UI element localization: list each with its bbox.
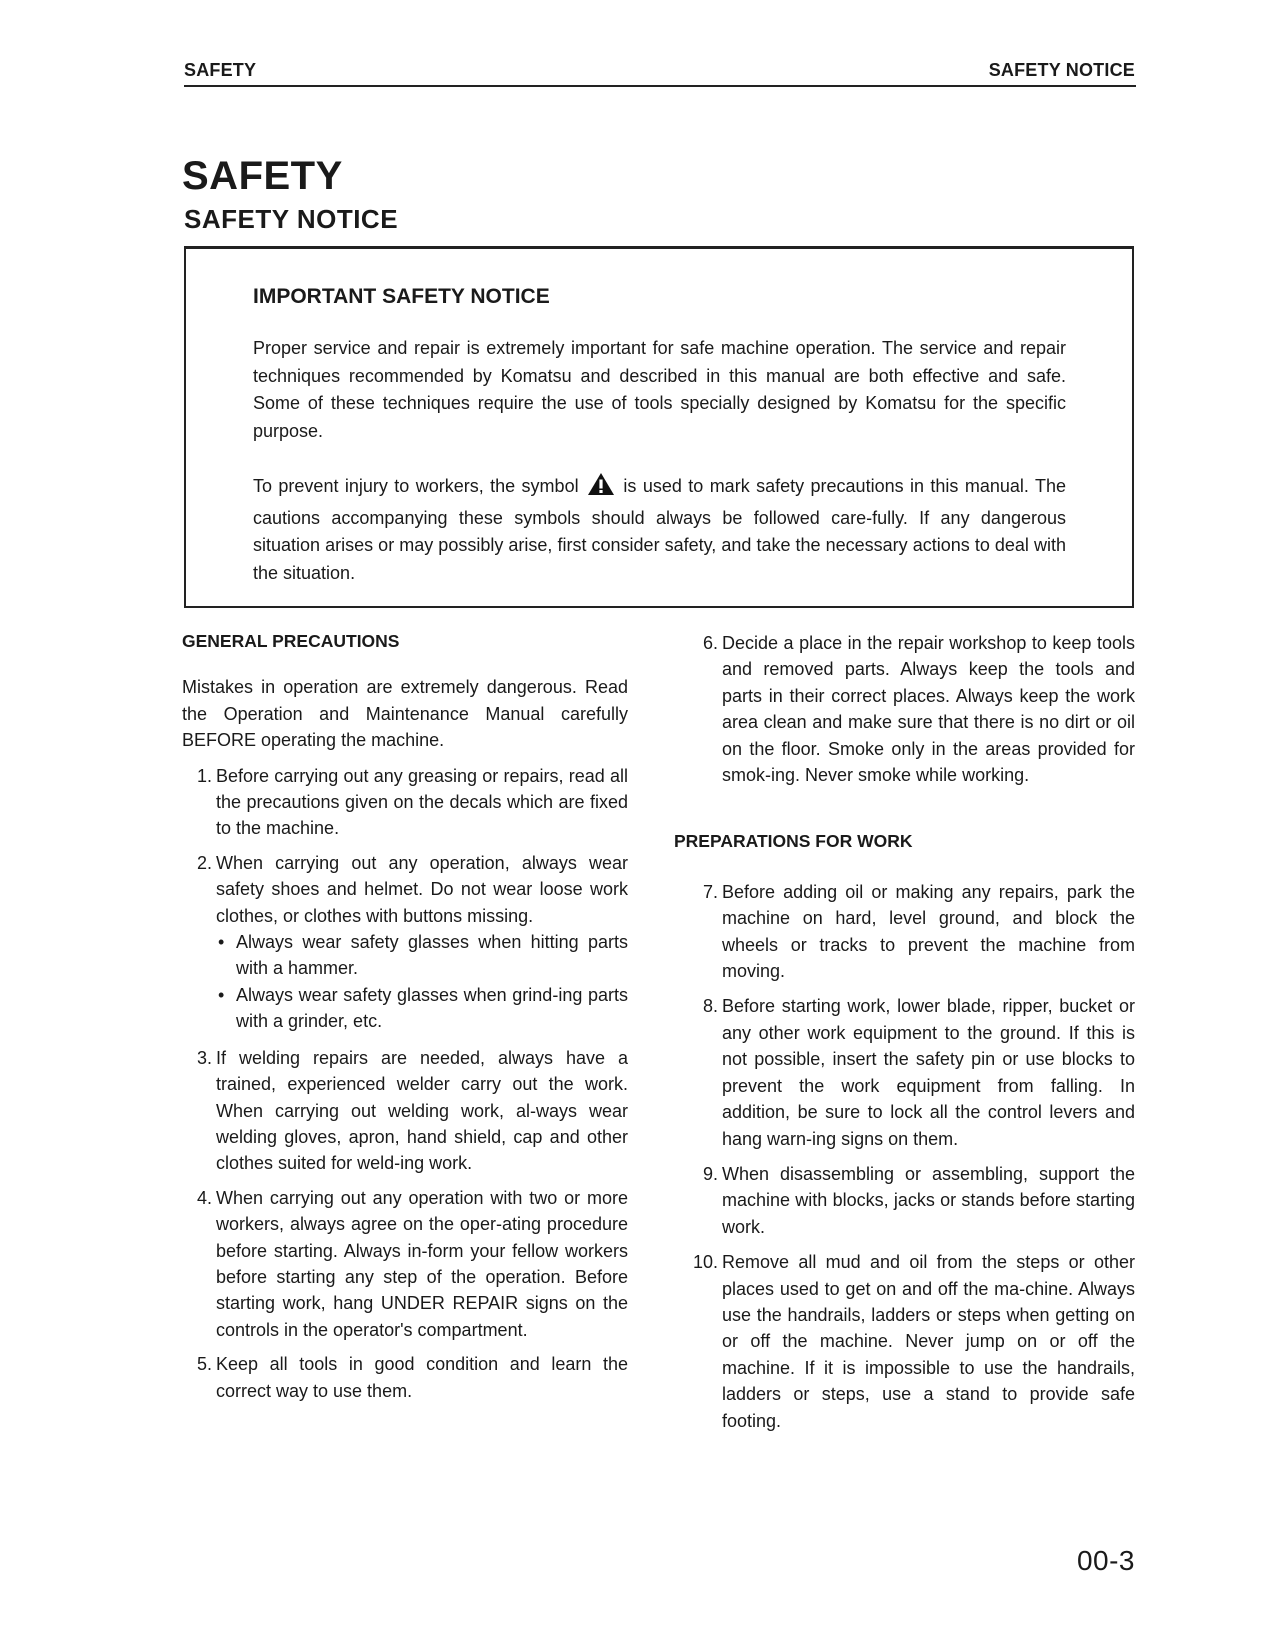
notice-paragraph-2 (253, 472, 1066, 587)
item-text: Before carrying out any greasing or repairs, read all the precautions given on the decals which are fixed to the machine. (216, 765, 628, 839)
header-rule (184, 85, 1136, 87)
item-number: 3. (196, 1047, 212, 1068)
notice-p2-end: is used to mark safety precautions in this manual. The cautions accompanying these symbols should always be followed care-fully. If any dangerous situation arises or may possibly arise, first consider safety, and take the necessary actions to deal with the situation. (253, 476, 1066, 583)
item-number: 9. (702, 1163, 718, 1184)
item-text: Before adding oil or making any repairs, park the machine on hard, level ground, and block the wheels or tracks to prevent the machine from moving. (722, 881, 1135, 982)
sub-item-text: Always wear safety glasses when hitting parts with a hammer. (236, 932, 628, 979)
list-item (182, 763, 628, 842)
item-number: 10. (692, 1252, 718, 1273)
sub-item (216, 929, 628, 982)
list-item (688, 1249, 1135, 1434)
important-safety-notice-box (184, 246, 1134, 608)
sub-item (216, 982, 628, 1035)
list-item (688, 879, 1135, 985)
left-column (182, 628, 628, 1404)
item-number: 7. (702, 881, 718, 902)
item-text: When carrying out any operation with two or more workers, always agree on the oper-ating procedure before starting. Always in-form your fellow workers before starting any step of the operation. Before starting work, hang UNDER REPAIR signs on the controls in the operator's compartment. (216, 1187, 628, 1340)
item-text: Decide a place in the repair workshop to keep tools and removed parts. Always keep the tools and parts in their correct places. Always keep the work area clean and make sure that there is no dirt or oil on the floor. Smoke only in the areas provided for smok-ing. Never smoke while working. (722, 633, 1135, 786)
right-column (674, 630, 1135, 1434)
item-number: 6. (702, 633, 718, 653)
general-intro: Mistakes in operation are extremely dangerous. Read the Operation and Maintenance Manual carefully BEFORE operating the machine. (182, 677, 628, 751)
list-item (182, 1045, 628, 1177)
item-text: When disassembling or assembling, support the machine with blocks, jacks or stands before starting work. (722, 1163, 1135, 1237)
notice-p2-start: To prevent injury to workers, the symbol (253, 476, 579, 496)
page-subtitle: SAFETY NOTICE (184, 204, 399, 234)
item-text: If welding repairs are needed, always have a trained, experienced welder carry out the work. When carrying out welding work, al-ways wear welding gloves, apron, hand shield, cap and other clothes suited for weld-ing work. (216, 1047, 628, 1174)
running-header-left: SAFETY (184, 60, 257, 80)
running-header-right: SAFETY NOTICE (988, 60, 1135, 80)
list-item (688, 630, 1135, 788)
item-text: Before starting work, lower blade, ripper, bucket or any other work equipment to the ground. If this is not possible, insert the safety pin or use blocks to prevent the work equipment from falling. In addition, be sure to lock all the control levers and hang warn-ing signs on them. (722, 996, 1135, 1149)
list-item (688, 993, 1135, 1151)
list-item (182, 850, 628, 1035)
warning-triangle-icon (587, 472, 615, 505)
general-precautions-heading: GENERAL PRECAUTIONS (182, 631, 400, 651)
item-text: Keep all tools in good condition and learn the correct way to use them. (216, 1354, 628, 1401)
item-number: 5. (196, 1354, 212, 1375)
item-number: 4. (196, 1187, 212, 1208)
notice-paragraph-1: Proper service and repair is extremely important for safe machine operation. The service and repair techniques recommended by Komatsu and described in this manual are both effective and safe. Some of these techniques require the use of tools specially designed by Komatsu for the specific purpose. (253, 338, 1066, 441)
bullet-icon: • (218, 984, 225, 1005)
item-number: 2. (196, 852, 212, 873)
page-title: SAFETY (182, 154, 343, 198)
list-item (182, 1185, 628, 1343)
item-text: Remove all mud and oil from the steps or other places used to get on and off the ma-chine. Always use the handrails, ladders or steps when getting on or off the machine. Never jump on or off the machine. If it is impossible to use the handrails, ladders or steps, use a stand to provide safe footing. (722, 1252, 1135, 1431)
notice-title: IMPORTANT SAFETY NOTICE (253, 285, 550, 308)
item-number: 8. (702, 996, 718, 1017)
list-item (182, 1351, 628, 1404)
item-number: 1. (196, 765, 212, 786)
item-text: When carrying out any operation, always wear safety shoes and helmet. Do not wear loose work clothes, or clothes with buttons missing. (216, 852, 628, 926)
page-number: 00-3 (1076, 1545, 1135, 1576)
preparations-heading: PREPARATIONS FOR WORK (674, 831, 913, 852)
bullet-icon: • (218, 932, 225, 953)
sub-item-text: Always wear safety glasses when grind-ing parts with a grinder, etc. (236, 984, 628, 1032)
list-item (688, 1161, 1135, 1240)
